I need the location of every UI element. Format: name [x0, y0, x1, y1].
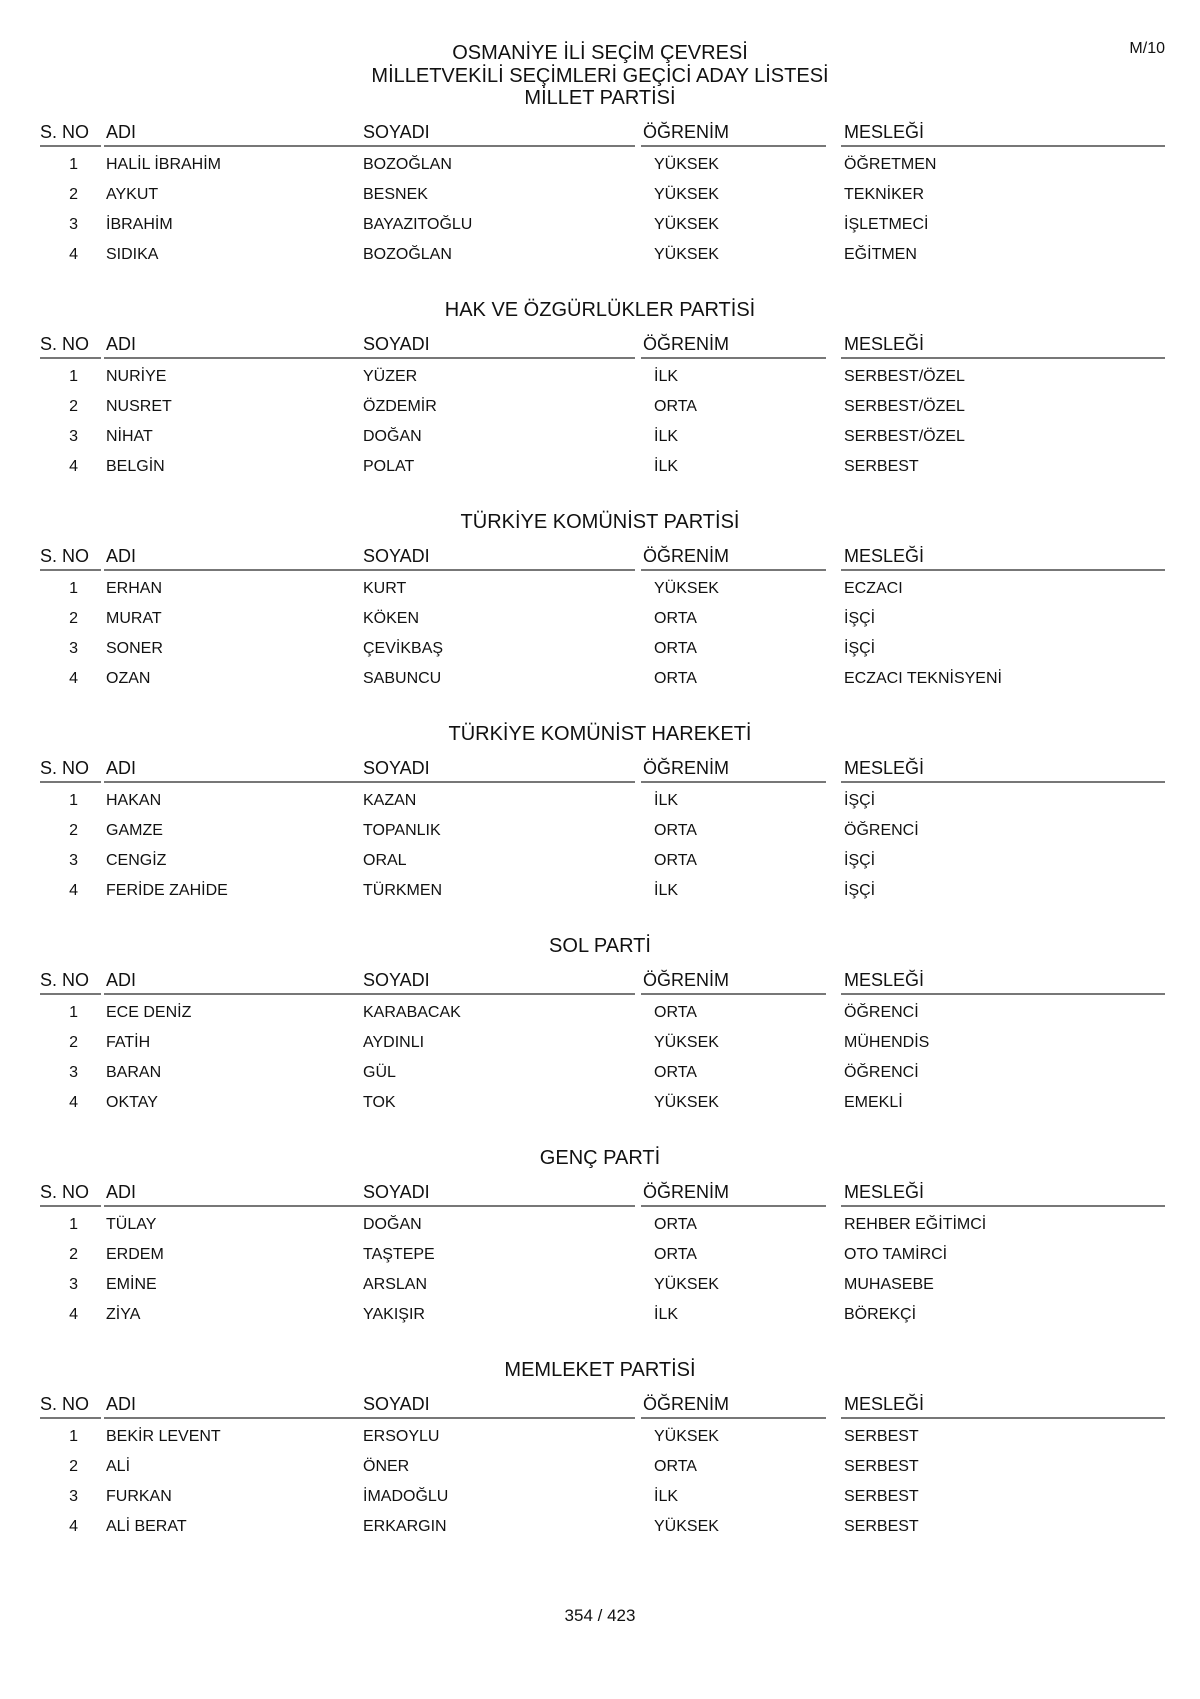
cell-no: 3 [69, 640, 78, 657]
cell-soyadi: ORAL [363, 852, 407, 869]
cell-no: 3 [69, 1488, 78, 1505]
table-row [40, 210, 1165, 240]
cell-no: 4 [69, 1306, 78, 1323]
cell-meslek: İŞLETMECİ [844, 216, 929, 233]
column-header-adi: ADI [104, 121, 360, 147]
table-row [40, 1210, 1165, 1240]
column-header-no: S. NO [40, 1393, 101, 1419]
table-row [40, 664, 1165, 694]
table-row [40, 1058, 1165, 1088]
cell-ogrenim: ORTA [654, 1216, 697, 1233]
column-header-no: S. NO [40, 1181, 101, 1207]
party-title: MEMLEKET PARTİSİ [504, 1359, 696, 1381]
cell-meslek: İŞÇİ [844, 640, 876, 657]
column-header-meslek: MESLEĞİ [841, 1393, 1165, 1419]
cell-meslek: SERBEST/ÖZEL [844, 428, 965, 445]
column-header-soyadi: SOYADI [359, 969, 635, 995]
cell-ogrenim: YÜKSEK [654, 580, 719, 597]
header-line-1: OSMANİYE İLİ SEÇİM ÇEVRESİ [452, 42, 748, 64]
table-row [40, 816, 1165, 846]
cell-adi: FURKAN [106, 1488, 172, 1505]
table-row [40, 604, 1165, 634]
cell-meslek: SERBEST [844, 1428, 919, 1445]
cell-adi: İBRAHİM [106, 216, 173, 233]
cell-adi: EMİNE [106, 1276, 157, 1293]
cell-no: 4 [69, 246, 78, 263]
cell-no: 2 [69, 1458, 78, 1475]
cell-ogrenim: ORTA [654, 822, 697, 839]
cell-adi: GAMZE [106, 822, 163, 839]
cell-soyadi: TÜRKMEN [363, 882, 443, 899]
cell-soyadi: BAYAZITOĞLU [363, 216, 473, 233]
cell-no: 2 [69, 1034, 78, 1051]
cell-ogrenim: YÜKSEK [654, 216, 719, 233]
table-header [40, 119, 1165, 147]
column-header-no: S. NO [40, 545, 101, 571]
cell-no: 2 [69, 610, 78, 627]
cell-soyadi: GÜL [363, 1064, 396, 1081]
column-header-meslek: MESLEĞİ [841, 333, 1165, 359]
cell-ogrenim: ORTA [654, 1246, 697, 1263]
cell-meslek: SERBEST [844, 1518, 919, 1535]
cell-meslek: EĞİTMEN [844, 246, 917, 263]
column-header-soyadi: SOYADI [359, 1393, 635, 1419]
party-title: SOL PARTİ [549, 935, 651, 957]
table-header [40, 1391, 1165, 1419]
cell-soyadi: ARSLAN [363, 1276, 428, 1293]
column-header-soyadi: SOYADI [359, 757, 635, 783]
column-header-meslek: MESLEĞİ [841, 121, 1165, 147]
cell-adi: FERİDE ZAHİDE [106, 882, 228, 899]
cell-ogrenim: İLK [654, 1488, 679, 1505]
column-header-soyadi: SOYADI [359, 1181, 635, 1207]
cell-ogrenim: ORTA [654, 852, 697, 869]
page-number: 354 / 423 [564, 1606, 636, 1625]
table-row [40, 1270, 1165, 1300]
cell-meslek: İŞÇİ [844, 882, 876, 899]
cell-soyadi: ÇEVİKBAŞ [363, 640, 444, 657]
column-header-meslek: MESLEĞİ [841, 757, 1165, 783]
cell-meslek: REHBER EĞİTİMCİ [844, 1216, 987, 1233]
cell-ogrenim: ORTA [654, 670, 697, 687]
cell-soyadi: TAŞTEPE [363, 1246, 435, 1263]
cell-soyadi: BOZOĞLAN [363, 246, 452, 263]
column-header-adi: ADI [104, 1393, 360, 1419]
table-header [40, 967, 1165, 995]
table-header [40, 543, 1165, 571]
cell-no: 4 [69, 1094, 78, 1111]
table-row [40, 1028, 1165, 1058]
cell-meslek: SERBEST [844, 458, 919, 475]
cell-soyadi: POLAT [363, 458, 415, 475]
cell-no: 1 [69, 1004, 78, 1021]
cell-soyadi: YAKIŞIR [363, 1306, 425, 1323]
cell-no: 2 [69, 1246, 78, 1263]
table-row [40, 452, 1165, 482]
cell-adi: SONER [106, 640, 163, 657]
cell-ogrenim: ORTA [654, 640, 697, 657]
column-header-ogrenim: ÖĞRENİM [641, 333, 826, 359]
cell-no: 1 [69, 368, 78, 385]
cell-ogrenim: YÜKSEK [654, 1034, 719, 1051]
cell-no: 4 [69, 882, 78, 899]
column-header-adi: ADI [104, 1181, 360, 1207]
cell-adi: ECE DENİZ [106, 1004, 192, 1021]
cell-no: 4 [69, 1518, 78, 1535]
column-header-soyadi: SOYADI [359, 333, 635, 359]
cell-no: 2 [69, 398, 78, 415]
party-title: TÜRKİYE KOMÜNİST HAREKETİ [448, 723, 752, 745]
table-row [40, 1452, 1165, 1482]
cell-adi: CENGİZ [106, 852, 167, 869]
cell-adi: ALİ [106, 1458, 131, 1475]
party-title: MİLLET PARTİSİ [524, 87, 676, 109]
cell-soyadi: ERSOYLU [363, 1428, 440, 1445]
table-row [40, 180, 1165, 210]
cell-no: 3 [69, 1064, 78, 1081]
table-row [40, 1512, 1165, 1542]
party-title: GENÇ PARTİ [539, 1147, 661, 1169]
cell-soyadi: KARABACAK [363, 1004, 461, 1021]
cell-adi: ERHAN [106, 580, 163, 597]
cell-meslek: MÜHENDİS [844, 1034, 930, 1051]
table-row [40, 1422, 1165, 1452]
cell-soyadi: DOĞAN [363, 428, 422, 445]
cell-adi: BELGİN [106, 458, 165, 475]
cell-no: 2 [69, 822, 78, 839]
cell-ogrenim: ORTA [654, 1064, 697, 1081]
column-header-ogrenim: ÖĞRENİM [641, 545, 826, 571]
cell-soyadi: KURT [363, 580, 407, 597]
table-row [40, 1240, 1165, 1270]
cell-ogrenim: YÜKSEK [654, 246, 719, 263]
table-header [40, 755, 1165, 783]
cell-meslek: ÖĞRENCİ [844, 1004, 919, 1021]
cell-soyadi: SABUNCU [363, 670, 442, 687]
cell-adi: HAKAN [106, 792, 162, 809]
column-header-no: S. NO [40, 969, 101, 995]
table-row [40, 876, 1165, 906]
cell-ogrenim: İLK [654, 368, 679, 385]
column-header-meslek: MESLEĞİ [841, 545, 1165, 571]
column-header-no: S. NO [40, 757, 101, 783]
table-row [40, 392, 1165, 422]
cell-meslek: EMEKLİ [844, 1094, 903, 1111]
cell-adi: SIDIKA [106, 246, 159, 263]
cell-no: 4 [69, 670, 78, 687]
cell-adi: NİHAT [106, 428, 153, 445]
cell-meslek: OTO TAMİRCİ [844, 1246, 948, 1263]
column-header-soyadi: SOYADI [359, 545, 635, 571]
column-header-ogrenim: ÖĞRENİM [641, 121, 826, 147]
cell-meslek: İŞÇİ [844, 852, 876, 869]
cell-meslek: TEKNİKER [844, 186, 925, 203]
cell-meslek: ÖĞRENCİ [844, 822, 919, 839]
cell-meslek: SERBEST [844, 1458, 919, 1475]
cell-no: 3 [69, 852, 78, 869]
party-title: TÜRKİYE KOMÜNİST PARTİSİ [460, 511, 740, 533]
cell-meslek: MUHASEBE [844, 1276, 934, 1293]
cell-soyadi: AYDINLI [363, 1034, 425, 1051]
cell-meslek: ÖĞRENCİ [844, 1064, 919, 1081]
cell-adi: ZİYA [106, 1306, 141, 1323]
table-row [40, 634, 1165, 664]
column-header-adi: ADI [104, 969, 360, 995]
cell-adi: OZAN [106, 670, 151, 687]
cell-meslek: SERBEST/ÖZEL [844, 398, 965, 415]
cell-soyadi: BOZOĞLAN [363, 156, 452, 173]
table-row [40, 240, 1165, 270]
cell-meslek: ECZACI [844, 580, 903, 597]
column-header-adi: ADI [104, 757, 360, 783]
cell-no: 1 [69, 1216, 78, 1233]
table-header [40, 1179, 1165, 1207]
cell-adi: HALİL İBRAHİM [106, 156, 221, 173]
column-header-soyadi: SOYADI [359, 121, 635, 147]
column-header-ogrenim: ÖĞRENİM [641, 969, 826, 995]
cell-meslek: BÖREKÇİ [844, 1306, 917, 1323]
cell-soyadi: KAZAN [363, 792, 417, 809]
cell-soyadi: ÖZDEMİR [363, 398, 437, 415]
cell-soyadi: İMADOĞLU [363, 1488, 449, 1505]
cell-ogrenim: İLK [654, 428, 679, 445]
table-row [40, 362, 1165, 392]
cell-no: 4 [69, 458, 78, 475]
cell-adi: FATİH [106, 1034, 151, 1051]
cell-adi: AYKUT [106, 186, 159, 203]
cell-ogrenim: ORTA [654, 1458, 697, 1475]
column-header-adi: ADI [104, 545, 360, 571]
column-header-ogrenim: ÖĞRENİM [641, 1393, 826, 1419]
cell-no: 1 [69, 156, 78, 173]
cell-soyadi: YÜZER [363, 368, 418, 385]
cell-meslek: İŞÇİ [844, 610, 876, 627]
cell-ogrenim: YÜKSEK [654, 156, 719, 173]
column-header-adi: ADI [104, 333, 360, 359]
party-title: HAK VE ÖZGÜRLÜKLER PARTİSİ [444, 299, 756, 321]
column-header-no: S. NO [40, 333, 101, 359]
cell-ogrenim: İLK [654, 1306, 679, 1323]
cell-adi: ALİ BERAT [106, 1518, 187, 1535]
cell-ogrenim: YÜKSEK [654, 1428, 719, 1445]
cell-no: 3 [69, 1276, 78, 1293]
cell-meslek: SERBEST [844, 1488, 919, 1505]
cell-ogrenim: İLK [654, 458, 679, 475]
column-header-ogrenim: ÖĞRENİM [641, 757, 826, 783]
table-header [40, 331, 1165, 359]
cell-no: 3 [69, 216, 78, 233]
cell-meslek: ECZACI TEKNİSYENİ [844, 670, 1002, 687]
cell-ogrenim: İLK [654, 882, 679, 899]
cell-adi: ERDEM [106, 1246, 164, 1263]
column-header-meslek: MESLEĞİ [841, 969, 1165, 995]
cell-soyadi: TOPANLIK [363, 822, 441, 839]
table-row [40, 786, 1165, 816]
cell-meslek: SERBEST/ÖZEL [844, 368, 965, 385]
cell-soyadi: DOĞAN [363, 1216, 422, 1233]
cell-adi: NUSRET [106, 398, 172, 415]
cell-ogrenim: YÜKSEK [654, 1094, 719, 1111]
cell-soyadi: TOK [363, 1094, 396, 1111]
cell-no: 3 [69, 428, 78, 445]
cell-meslek: ÖĞRETMEN [844, 156, 937, 173]
cell-meslek: İŞÇİ [844, 792, 876, 809]
cell-no: 1 [69, 580, 78, 597]
cell-ogrenim: İLK [654, 792, 679, 809]
cell-ogrenim: ORTA [654, 610, 697, 627]
cell-adi: TÜLAY [106, 1216, 157, 1233]
cell-soyadi: ERKARGIN [363, 1518, 447, 1535]
table-row [40, 574, 1165, 604]
table-row [40, 422, 1165, 452]
cell-no: 2 [69, 186, 78, 203]
table-row [40, 998, 1165, 1028]
column-header-no: S. NO [40, 121, 101, 147]
cell-ogrenim: ORTA [654, 1004, 697, 1021]
column-header-meslek: MESLEĞİ [841, 1181, 1165, 1207]
table-row [40, 1300, 1165, 1330]
cell-ogrenim: YÜKSEK [654, 1518, 719, 1535]
cell-soyadi: KÖKEN [363, 610, 420, 627]
column-header-ogrenim: ÖĞRENİM [641, 1181, 826, 1207]
table-row [40, 1482, 1165, 1512]
cell-adi: NURİYE [106, 368, 167, 385]
cell-adi: BEKİR LEVENT [106, 1428, 221, 1445]
table-row [40, 1088, 1165, 1118]
table-row [40, 846, 1165, 876]
cell-ogrenim: YÜKSEK [654, 1276, 719, 1293]
page-code: M/10 [1129, 40, 1165, 57]
cell-soyadi: BESNEK [363, 186, 428, 203]
cell-ogrenim: YÜKSEK [654, 186, 719, 203]
cell-no: 1 [69, 792, 78, 809]
cell-adi: BARAN [106, 1064, 162, 1081]
cell-adi: OKTAY [106, 1094, 158, 1111]
cell-no: 1 [69, 1428, 78, 1445]
cell-soyadi: ÖNER [363, 1458, 410, 1475]
document-header [0, 42, 1200, 88]
header-line-2: MİLLETVEKİLİ SEÇİMLERİ GEÇİCİ ADAY LİSTESİ [371, 65, 829, 87]
table-row [40, 150, 1165, 180]
cell-ogrenim: ORTA [654, 398, 697, 415]
cell-adi: MURAT [106, 610, 162, 627]
